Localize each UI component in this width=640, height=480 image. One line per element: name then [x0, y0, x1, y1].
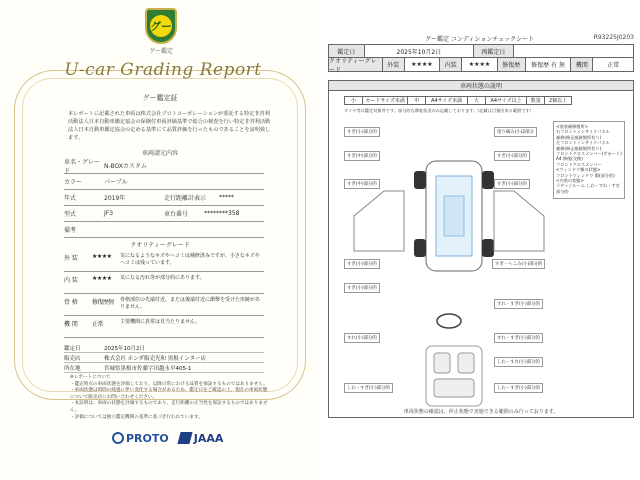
condition-box-head: 車両状態の説明	[329, 81, 633, 91]
badge-text: グー	[150, 15, 172, 37]
legend-cell: A4サイズ未満	[426, 97, 468, 104]
grade-table	[64, 250, 264, 338]
appraisal-date-label: 鑑定日	[329, 45, 365, 57]
vehicle-key: 年式	[64, 195, 77, 202]
footer-row	[64, 353, 264, 363]
vehicle-row	[64, 158, 264, 174]
summary-row-grades	[329, 57, 633, 74]
grade-key: 内 装	[64, 277, 78, 284]
damage-label: すぎ・へこみ(小)部分的	[492, 259, 545, 269]
damage-label: すれ・すぎ(小)部分的	[494, 299, 543, 309]
repair-note-line: 補修(修正痕跡箇所有り)	[556, 134, 602, 140]
repair-note-line: <内装の状態>	[556, 178, 584, 184]
vehicle-section-head: 車両請元内容	[141, 150, 178, 157]
certificate-paragraph: 本レポートに記載された車両は株式会社プロトコーポレーションが委託する特定非営利活動法人日本自動車鑑定協会の保険付車両評価基準で総合の検査を行い特定非営利活動法人日本自動車鑑定協会の定める基準にて品質評価を行ったものであることを証明致します。	[68, 111, 271, 141]
legend-cell: A4サイズ以上	[486, 97, 528, 104]
vehicle-value: 2019年	[104, 195, 126, 202]
vehicle-value: パープル	[104, 179, 128, 186]
mileage-value: *****	[219, 194, 234, 201]
repair-note-line: フロントクロスメンバー(サポート)	[556, 151, 622, 157]
damage-label: すぎ(小)部分的	[494, 179, 530, 189]
grade-stars: 正常	[92, 321, 104, 328]
quality-section-head: クオリティーグレード	[130, 242, 190, 249]
grade-key: 外 装	[64, 255, 78, 262]
damage-label: すぎ(小)部分的	[344, 259, 380, 269]
interior-stars: ★★★★	[462, 58, 498, 71]
sheet-title: グー鑑定 コンディションチェックシート	[425, 36, 535, 43]
repair-note-line: 右フロントインサイドパネル	[556, 129, 610, 135]
legend-cell: 中	[408, 97, 426, 104]
damage-label: すれ・すぎ(小)部分的	[494, 333, 543, 343]
chassis-value: ********358	[204, 210, 240, 217]
vehicle-value: N-BOXカスタム	[104, 163, 147, 170]
vehicle-key: カラー	[64, 179, 83, 186]
legend-cell: 数量	[527, 97, 545, 104]
damage-label: すぎ(小)部分的	[344, 283, 380, 293]
footer-key: 鑑定日	[64, 345, 81, 352]
footer-key: 所在地	[64, 365, 81, 372]
grade-stars: 修復歴無	[92, 299, 115, 306]
damage-label: すぎ(小)部分的	[494, 151, 530, 161]
jaaa-logo	[179, 432, 224, 445]
document-id: R93225J0203	[593, 34, 634, 41]
repair-note-line: フロントウィンドウ 傷(部分的)	[556, 172, 615, 178]
engine-label: 機関	[571, 58, 593, 71]
grade-stars: ★★★★	[92, 253, 112, 260]
certificate-footer-table	[64, 343, 264, 373]
legend-cell: 小	[345, 97, 363, 104]
vehicle-row	[64, 174, 264, 190]
proto-logo-text: PROTO	[126, 432, 169, 445]
grade-text: 主要機関に異常は見当たりません。	[120, 319, 201, 325]
grade-row	[64, 294, 264, 316]
repair-history-label: 修復歴	[498, 58, 526, 71]
mileage-label: 走行距離計表示	[164, 195, 207, 202]
repair-note-line: A4 修復(交換)	[556, 156, 583, 162]
grade-row	[64, 250, 264, 272]
damage-label: すれ(小)部分的	[344, 333, 380, 343]
grade-key: 機 関	[64, 321, 78, 328]
repair-note-line: ラゲッジルーム しわ・すれ・すぎ 部分的	[556, 183, 620, 194]
badge-label: グー鑑定	[148, 48, 173, 55]
damage-label: しわ・すれ(小)部分的	[494, 357, 543, 367]
grade-text: 気になるようなキズやヘコミは補修済みですが、小さなキズやヘコミは残っています。	[120, 253, 260, 266]
appraisal-date-value: 2025年10月2日	[365, 45, 474, 57]
grade-text: 気になる汚れ等が部分的にあります。	[120, 275, 205, 281]
damage-label: すぎ(中)部分的	[344, 179, 380, 189]
certificate-subtitle: グー鑑定証	[142, 94, 178, 102]
reappraisal-date-value	[514, 45, 633, 57]
vehicle-condition-box	[328, 80, 634, 418]
damage-label: しわ・すぎ(小)部分的	[494, 383, 543, 393]
logo-row	[112, 432, 223, 445]
proto-logo	[112, 432, 169, 445]
engine-value: 正常	[607, 62, 620, 69]
jaaa-logo-text: JAAA	[193, 432, 224, 445]
exterior-stars: ★★★★	[405, 58, 441, 71]
damage-label: 塗り痛み(小)2部分	[494, 127, 537, 137]
condition-check-sheet	[320, 0, 640, 480]
repair-history-value: 修復歴 有 無	[526, 58, 572, 71]
vehicle-row	[64, 222, 264, 238]
repair-note-line: 補修(修正痕跡箇所有り)	[556, 145, 602, 151]
car-diagram	[344, 121, 554, 391]
repair-note-line: <ウィンドウ類の状態>	[556, 167, 601, 173]
grade-key: 骨 格	[64, 299, 78, 306]
exterior-label: 外装	[383, 58, 405, 71]
damage-label: しわ・すぎ(小)部分的	[344, 383, 393, 393]
size-legend	[344, 96, 572, 105]
legend-cell: カードサイズ未満	[363, 97, 409, 104]
legend-cell: 2個以上	[549, 98, 568, 104]
vehicle-info-table	[64, 158, 264, 238]
quality-grade-label: クオリティーグレード	[329, 58, 383, 71]
grade-stars: ★★★★	[92, 275, 112, 282]
footer-row	[64, 363, 264, 373]
vehicle-row	[64, 190, 264, 206]
legend-cell: 大	[468, 97, 486, 104]
goo-badge-icon	[145, 8, 177, 44]
grade-row	[64, 316, 264, 338]
note-line: ・鑑定時点の車両状態を評価しており、以降日常における品質を保証するものではありません。	[70, 381, 268, 387]
footer-value: 宮城県黒根市佐藤字田越永早405-1	[104, 365, 192, 372]
note-line: ・本証明は、車両の状態を評価するものであり、走行距離の正当性を保証するものではありません。	[70, 401, 268, 413]
repair-note-line: 左フロントインサイドパネル	[556, 140, 610, 146]
footer-value: 2025年10月2日	[104, 345, 145, 352]
note-line: ・車両状態は時間の経過に伴い変化する場合があるため、鑑定日をご確認の上、現在の車両状態について販売店にお問い合わせください。	[70, 388, 268, 400]
jaaa-logo-icon	[177, 432, 192, 444]
grade-text: 骨格部位の先端付近、または後端付近に衝撃を受けた形跡がありません。	[120, 297, 261, 310]
legend-note: タイヤ等は鑑定対象外です。部分的な摩耗状況のみ記載しております。（記載は目視出来る範囲です）	[344, 108, 534, 113]
sheet-summary-table	[328, 44, 634, 72]
repair-notes-list	[553, 121, 625, 199]
report-title: U-car Grading Report	[64, 60, 262, 80]
footer-row	[64, 343, 264, 353]
vehicle-key: 備考	[64, 227, 77, 234]
vehicle-value: JF3	[104, 210, 114, 217]
repair-note-line: フロントクロスメンバー	[556, 161, 602, 167]
footer-key: 販売店	[64, 355, 81, 362]
repair-note-line: <塗装補修箇所>	[556, 124, 589, 129]
vehicle-key: 車名・グレード	[64, 158, 101, 175]
damage-label: すぎ(中)部分的	[344, 151, 380, 161]
grade-row	[64, 272, 264, 294]
vehicle-row	[64, 206, 264, 222]
damage-label: すぎ(小)部分的	[344, 127, 380, 137]
footer-value: 株式会社 ホンダ販売光和 黒根インター店	[104, 355, 207, 362]
note-line: ※レポートについて	[70, 375, 111, 380]
certificate-notes	[70, 375, 270, 421]
note-line: ・評価については独立鑑定機関の基準に基づき行われています。	[70, 414, 203, 420]
reappraisal-date-label: 再鑑定日	[474, 45, 514, 57]
chassis-label: 車台番号	[164, 211, 189, 218]
proto-logo-icon	[112, 432, 124, 444]
interior-label: 内装	[440, 58, 462, 71]
sheet-footer-note: 車両状態の確認は、停止状態で実施できる範囲のみ行っております。	[403, 409, 559, 415]
vehicle-key: 型式	[64, 211, 77, 218]
